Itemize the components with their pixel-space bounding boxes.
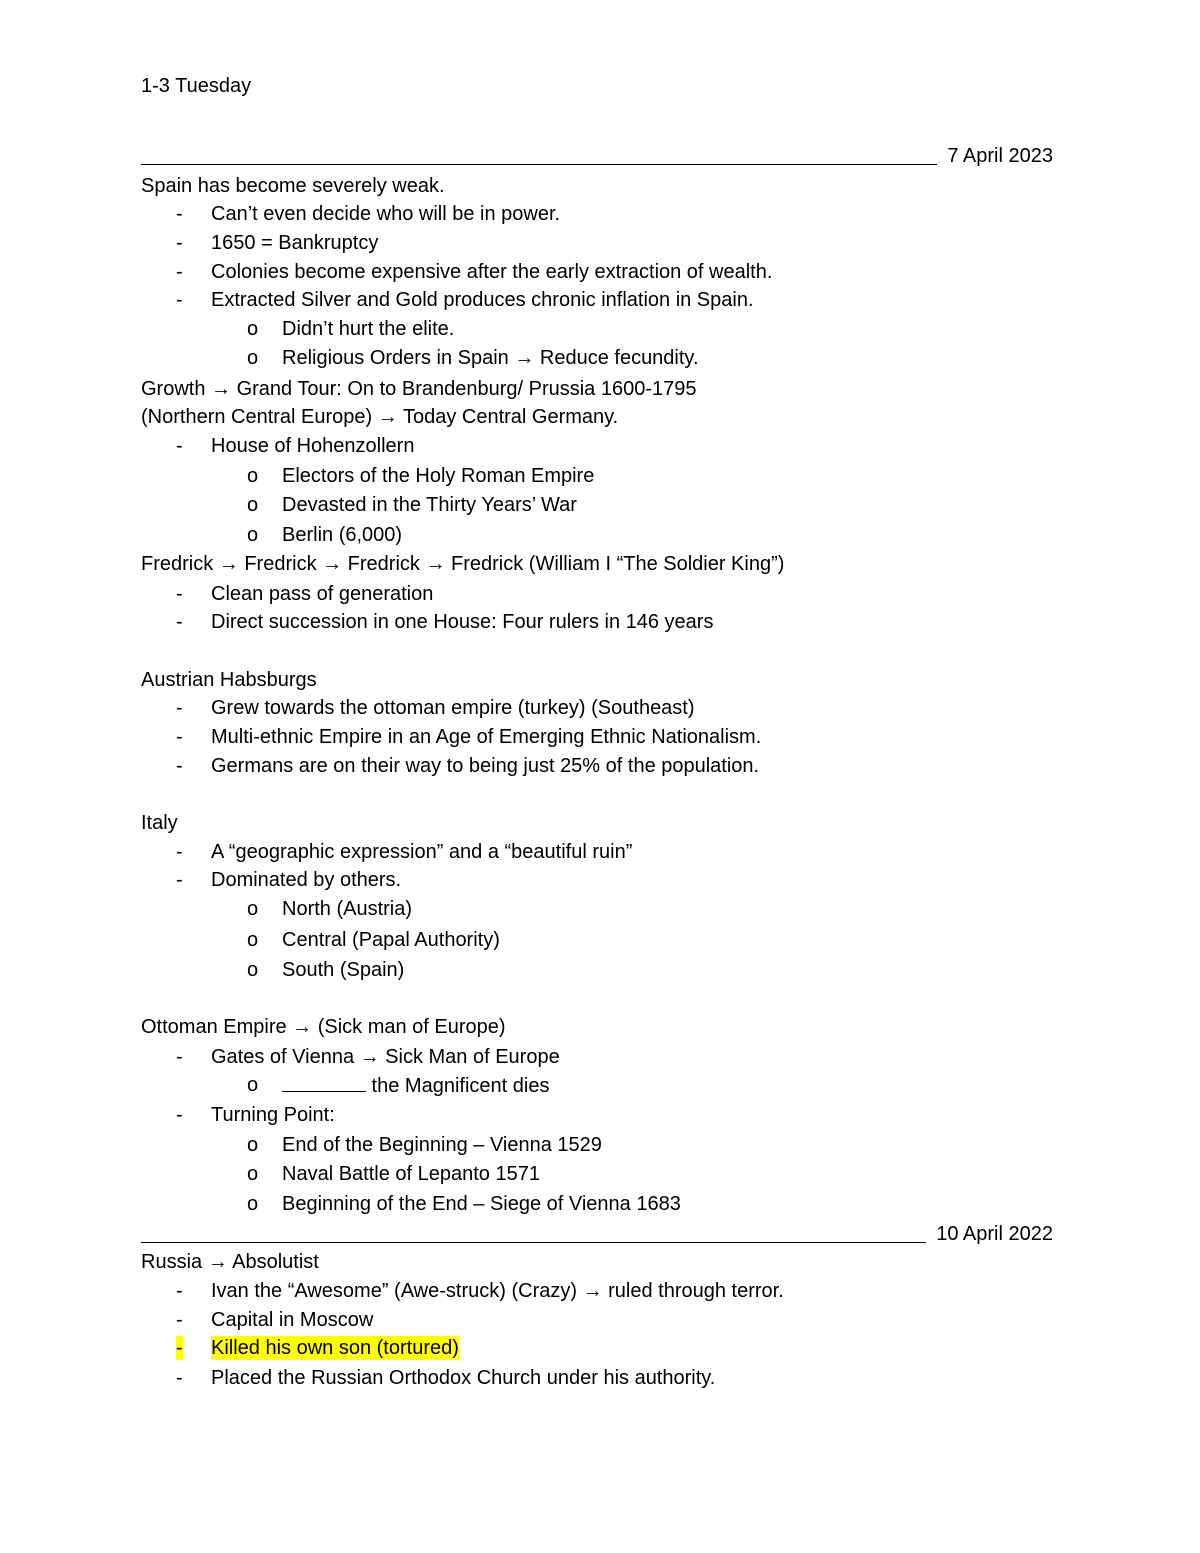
list-item-text: Killed his own son (tortured) [211,1337,459,1359]
section-heading-prussia: Growth → Grand Tour: On to Brandenburg/ Prussia 1600-1795 [141,378,697,400]
list-item-text: 1650 = Bankruptcy [211,232,379,254]
list-item-text: A “geographic expression” and a “beautiful ruin” [211,841,633,863]
dash-bullet: - [176,261,183,283]
section-heading-italy: Italy [141,812,178,834]
dash-bullet: - [176,1104,183,1126]
circle-bullet: o [247,465,259,487]
circle-bullet: o [247,959,259,981]
fill-in-blank [282,1073,366,1092]
date-divider-2 [141,1221,1053,1246]
list-item-text: Direct succession in one House: Four rulers in 146 years [211,611,714,633]
section-heading-russia: Russia → Absolutist [141,1251,319,1273]
dash-bullet: - [176,755,183,777]
sub-list-item-text: Electors of the Holy Roman Empire [282,465,595,487]
list-item-text: Colonies become expensive after the early extraction of wealth. [211,261,773,283]
list-item-text: Extracted Silver and Gold produces chronic inflation in Spain. [211,289,754,311]
dash-bullet: - [176,726,183,748]
circle-bullet: o [247,524,259,546]
sub-list-item-text: End of the Beginning – Vienna 1529 [282,1134,602,1156]
dash-bullet: - [176,869,183,891]
dash-bullet: - [176,583,183,605]
dash-bullet: - [176,841,183,863]
section-subheading-prussia: (Northern Central Europe) → Today Central Germany. [141,406,619,428]
dash-bullet: - [176,203,183,225]
list-item-text: Clean pass of generation [211,583,434,605]
circle-bullet: o [247,494,259,516]
list-item-text: Grew towards the ottoman empire (turkey) (Southeast) [211,697,695,719]
dash-bullet: - [176,435,183,457]
sub-list-item-text: Religious Orders in Spain → Reduce fecundity. [282,347,699,369]
list-item-text: Germans are on their way to being just 25% of the population. [211,755,760,777]
blank-subitem-text: the Magnificent dies [366,1075,550,1097]
list-item-text: House of Hohenzollern [211,435,415,457]
dash-bullet: - [176,1046,183,1068]
list-item-text: Capital in Moscow [211,1309,374,1331]
circle-bullet: o [247,318,259,340]
section-heading-spain: Spain has become severely weak. [141,175,445,197]
dash-bullet: - [176,1280,183,1302]
list-item-text: Gates of Vienna → Sick Man of Europe [211,1046,560,1068]
section-heading-austria: Austrian Habsburgs [141,669,317,691]
divider-line [141,1242,926,1243]
sub-list-item-text: Didn’t hurt the elite. [282,318,455,340]
date-label: 7 April 2023 [947,145,1053,167]
page-title: 1-3 Tuesday [141,75,252,97]
sub-list-item-text: South (Spain) [282,959,405,981]
date-label: 10 April 2022 [936,1223,1053,1245]
circle-bullet: o [247,1074,259,1096]
dash-bullet: - [176,697,183,719]
sub-list-item-text: Berlin (6,000) [282,524,403,546]
circle-bullet: o [247,898,259,920]
list-item-text: Dominated by others. [211,869,402,891]
list-item-text: Turning Point: [211,1104,335,1126]
sub-list-item-text: North (Austria) [282,898,413,920]
circle-bullet: o [247,347,259,369]
sub-list-item-text: Naval Battle of Lepanto 1571 [282,1163,540,1185]
dash-bullet: - [176,232,183,254]
list-item-text: Can’t even decide who will be in power. [211,203,561,225]
sub-list-item-text: Central (Papal Authority) [282,929,500,951]
dash-bullet: - [176,611,183,633]
dash-bullet: - [176,1337,183,1359]
section-heading-fredrick: Fredrick → Fredrick → Fredrick → Fredrick (William I “The Soldier King”) [141,553,785,575]
circle-bullet: o [247,1134,259,1156]
divider-line [141,164,937,165]
dash-bullet: - [176,289,183,311]
circle-bullet: o [247,1193,259,1215]
list-item-text: Multi-ethnic Empire in an Age of Emerging Ethnic Nationalism. [211,726,762,748]
date-divider-1 [141,143,1053,168]
sub-list-item-text [282,1073,549,1098]
sub-list-item-text: Devasted in the Thirty Years’ War [282,494,577,516]
dash-bullet: - [176,1367,183,1389]
list-item-text: Ivan the “Awesome” (Awe-struck) (Crazy) → ruled through terror. [211,1280,784,1302]
list-item-text: Placed the Russian Orthodox Church under his authority. [211,1367,716,1389]
section-heading-ottoman: Ottoman Empire → (Sick man of Europe) [141,1016,506,1038]
circle-bullet: o [247,1163,259,1185]
sub-list-item-text: Beginning of the End – Siege of Vienna 1683 [282,1193,681,1215]
circle-bullet: o [247,929,259,951]
dash-bullet: - [176,1309,183,1331]
